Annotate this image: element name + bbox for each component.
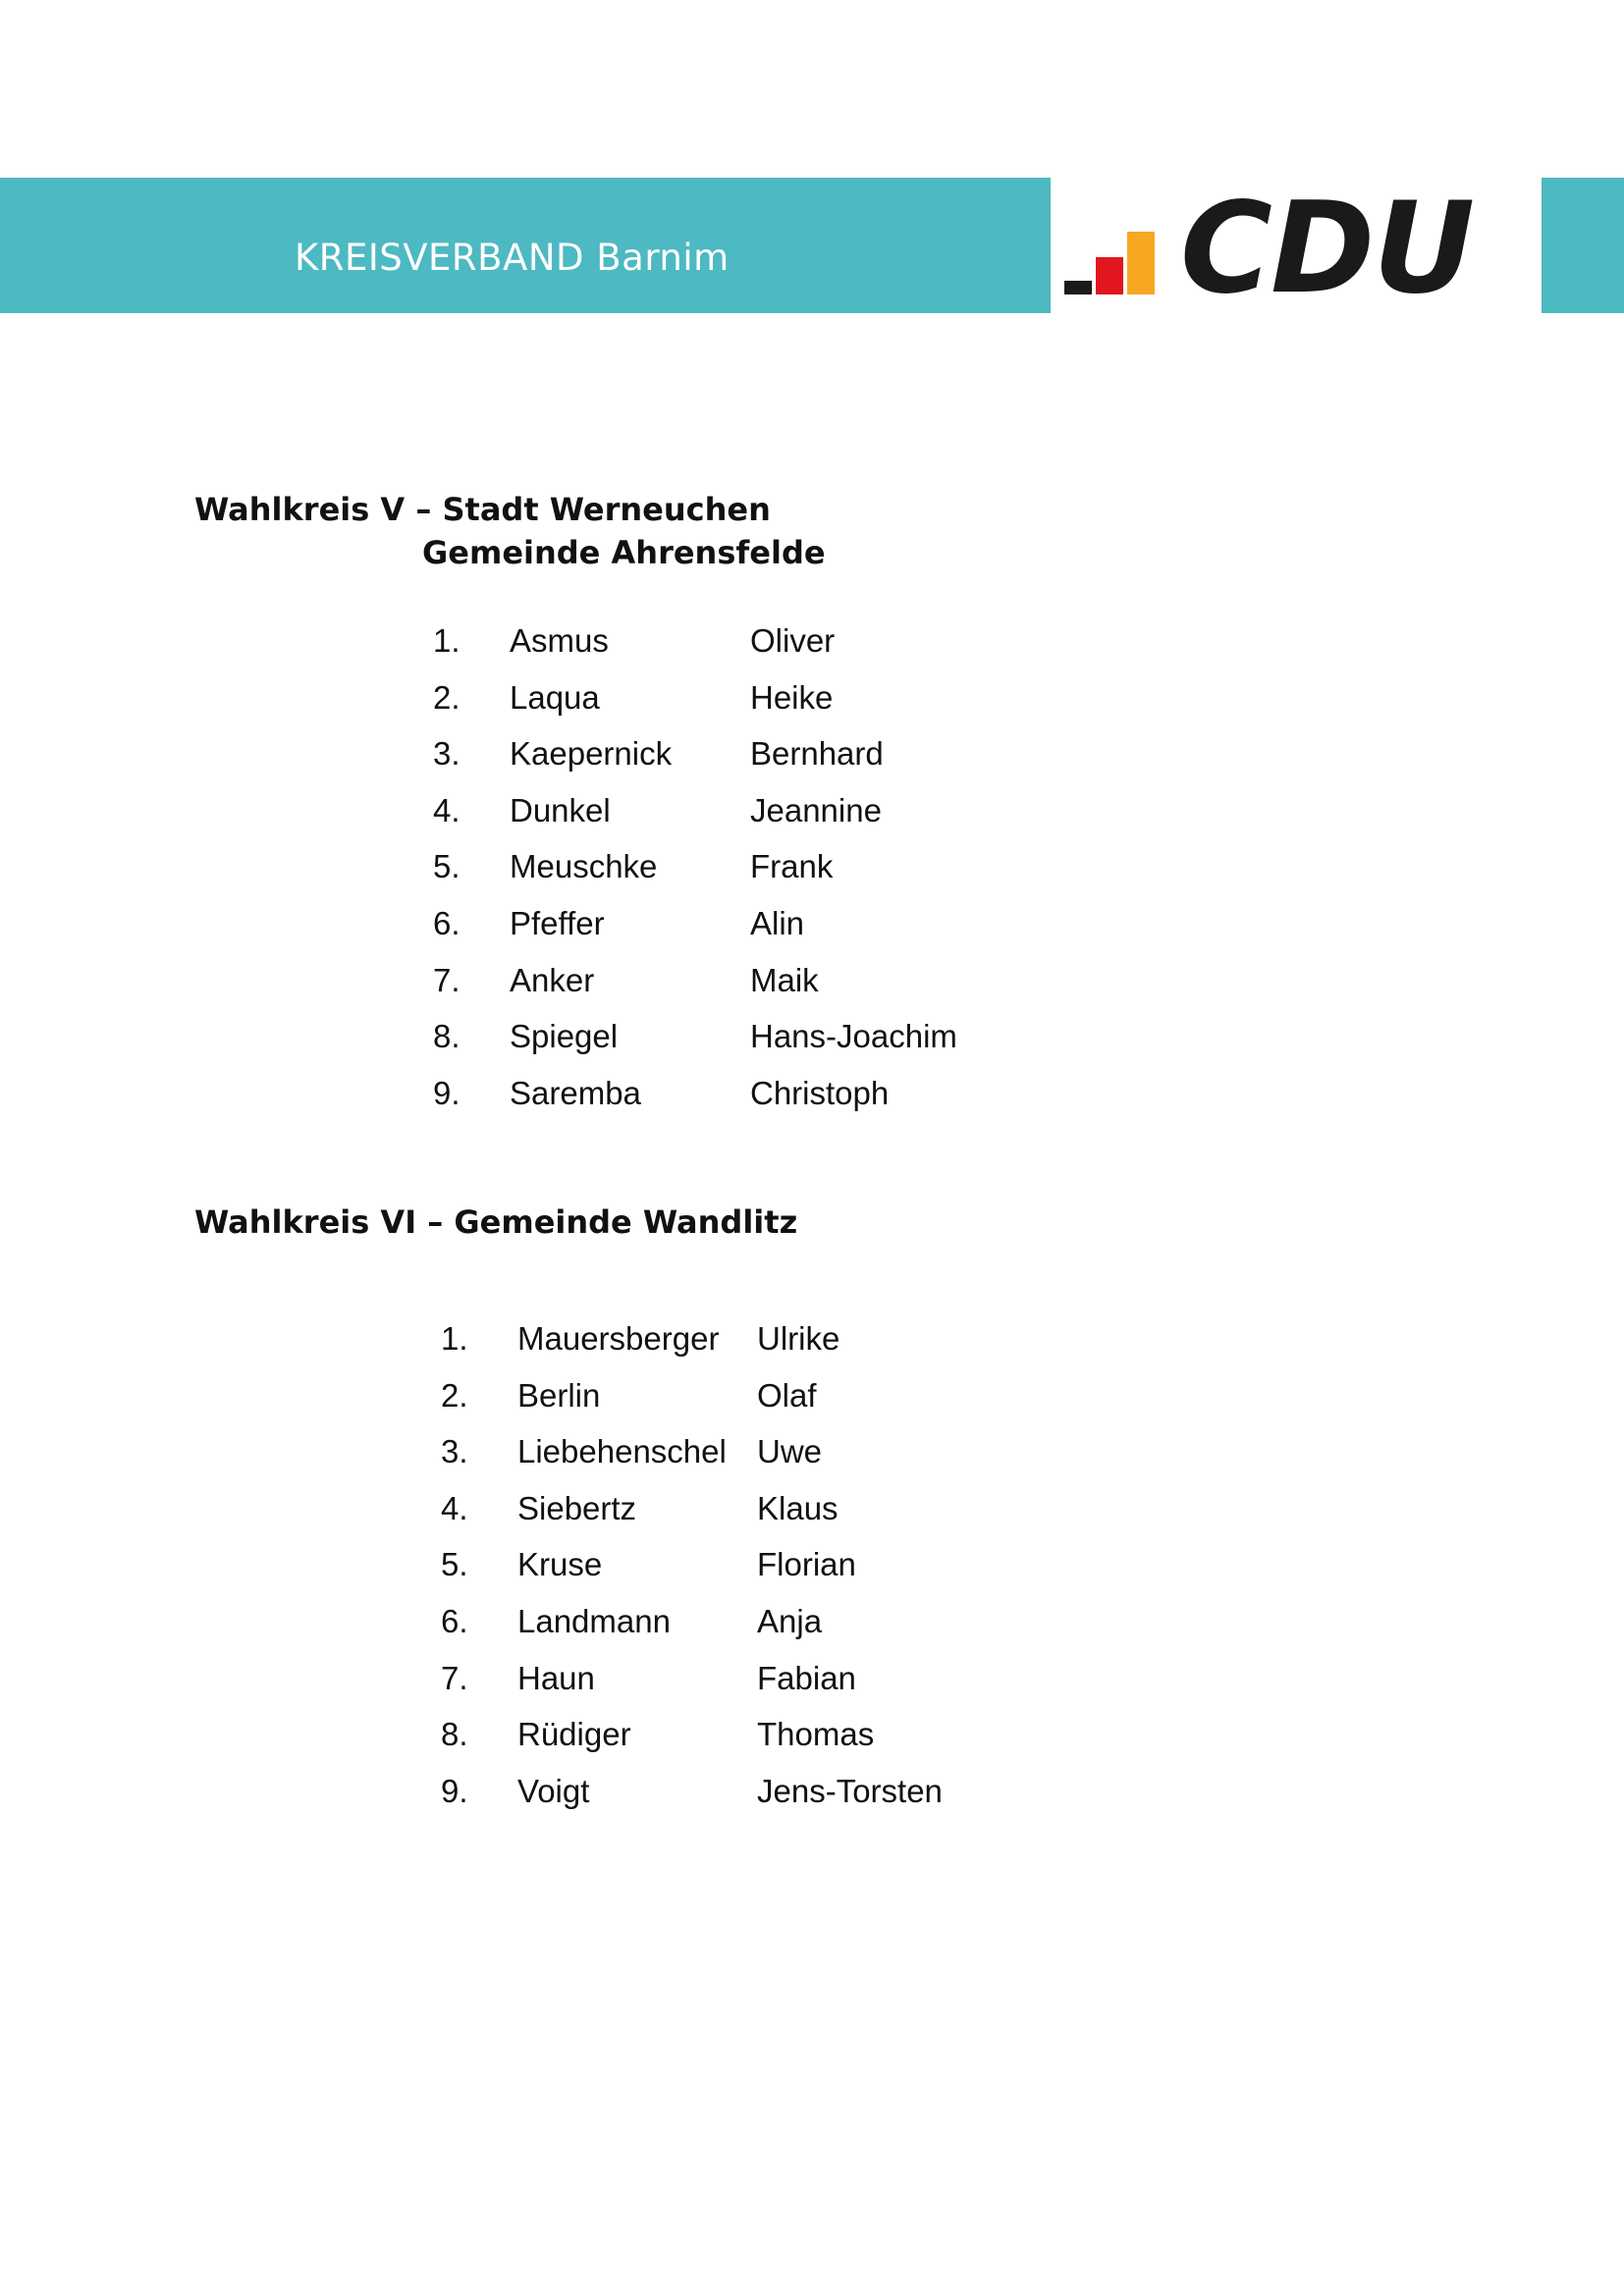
list-item-number: 6. — [441, 1603, 468, 1639]
banner-title: KREISVERBAND Barnim — [295, 237, 730, 279]
header-banner — [0, 178, 1051, 313]
list-item-surname: Spiegel — [510, 1018, 619, 1055]
list-item — [0, 792, 1624, 831]
list-item — [0, 1660, 1624, 1699]
section-heading: Wahlkreis VI – Gemeinde Wandlitz — [194, 1203, 798, 1241]
list-item-first-name: Fabian — [757, 1659, 856, 1696]
list-item-surname: Meuschke — [510, 848, 658, 885]
list-item — [0, 1546, 1624, 1585]
list-item-surname: Liebehenschel — [517, 1433, 727, 1470]
list-item-first-name: Frank — [750, 848, 834, 885]
list-item-number: 3. — [441, 1433, 468, 1470]
list-item — [0, 1433, 1624, 1472]
list-item-surname: Saremba — [510, 1074, 641, 1111]
list-item-first-name: Olaf — [757, 1376, 817, 1414]
list-item — [0, 1018, 1624, 1057]
list-item-surname: Laqua — [510, 678, 600, 716]
list-item-number: 1. — [433, 622, 460, 659]
list-item-number: 4. — [433, 791, 460, 828]
list-item-surname: Landmann — [517, 1603, 671, 1639]
list-item — [0, 622, 1624, 662]
list-item — [0, 1075, 1624, 1114]
list-item — [0, 735, 1624, 774]
list-item-number: 7. — [441, 1659, 468, 1696]
logo-text: CDU — [1180, 176, 1474, 322]
list-item-surname: Asmus — [510, 622, 609, 659]
list-item-number: 9. — [441, 1772, 468, 1809]
list-item-number: 4. — [441, 1489, 468, 1526]
list-item — [0, 679, 1624, 719]
list-item-surname: Rüdiger — [517, 1716, 631, 1753]
list-item-surname: Dunkel — [510, 791, 611, 828]
list-item-number: 2. — [441, 1376, 468, 1414]
list-item-first-name: Alin — [750, 905, 805, 941]
list-item-surname: Mauersberger — [517, 1320, 720, 1357]
list-item-first-name: Thomas — [757, 1716, 875, 1753]
list-item-number: 5. — [441, 1546, 468, 1583]
list-item-number: 1. — [441, 1320, 468, 1357]
list-item-surname: Voigt — [517, 1772, 590, 1809]
list-item — [0, 1377, 1624, 1416]
logo-bar-black — [1064, 281, 1092, 294]
list-item — [0, 962, 1624, 1001]
list-item-first-name: Florian — [757, 1546, 856, 1583]
list-item-number: 6. — [433, 905, 460, 941]
list-item-first-name: Bernhard — [750, 735, 884, 773]
list-item — [0, 1320, 1624, 1360]
list-item-surname: Kaepernick — [510, 735, 673, 773]
list-item-number: 5. — [433, 848, 460, 885]
list-item-number: 2. — [433, 678, 460, 716]
list-item-number: 3. — [433, 735, 460, 773]
list-item-first-name: Ulrike — [757, 1320, 840, 1357]
list-item — [0, 1773, 1624, 1812]
list-item-first-name: Maik — [750, 961, 819, 998]
list-item-number: 8. — [433, 1018, 460, 1055]
list-item — [0, 848, 1624, 887]
list-item-first-name: Uwe — [757, 1433, 823, 1470]
section-subheading: Gemeinde Ahrensfelde — [422, 534, 826, 571]
list-item-first-name: Christoph — [750, 1074, 890, 1111]
list-item-first-name: Hans-Joachim — [750, 1018, 957, 1055]
logo-bar-yellow — [1127, 232, 1155, 294]
list-item-first-name: Klaus — [757, 1489, 839, 1526]
list-item-number: 9. — [433, 1074, 460, 1111]
list-item — [0, 1603, 1624, 1642]
list-item-first-name: Jens-Torsten — [757, 1772, 943, 1809]
list-item-surname: Kruse — [517, 1546, 603, 1583]
list-item-surname: Haun — [517, 1659, 595, 1696]
list-item — [0, 1716, 1624, 1755]
list-item-number: 8. — [441, 1716, 468, 1753]
list-item-surname: Anker — [510, 961, 595, 998]
list-item-surname: Siebertz — [517, 1489, 637, 1526]
logo-bar-red — [1096, 257, 1123, 294]
list-item — [0, 905, 1624, 944]
list-item-first-name: Jeannine — [750, 791, 882, 828]
section-heading: Wahlkreis V – Stadt Werneuchen — [194, 491, 771, 528]
list-item-first-name: Anja — [757, 1603, 823, 1639]
list-item-number: 7. — [433, 961, 460, 998]
list-item-first-name: Oliver — [750, 622, 836, 659]
list-item-surname: Berlin — [517, 1376, 601, 1414]
list-item — [0, 1490, 1624, 1529]
list-item-first-name: Heike — [750, 678, 834, 716]
header-banner-right — [1542, 178, 1624, 313]
list-item-surname: Pfeffer — [510, 905, 605, 941]
cdu-logo — [1062, 176, 1514, 322]
